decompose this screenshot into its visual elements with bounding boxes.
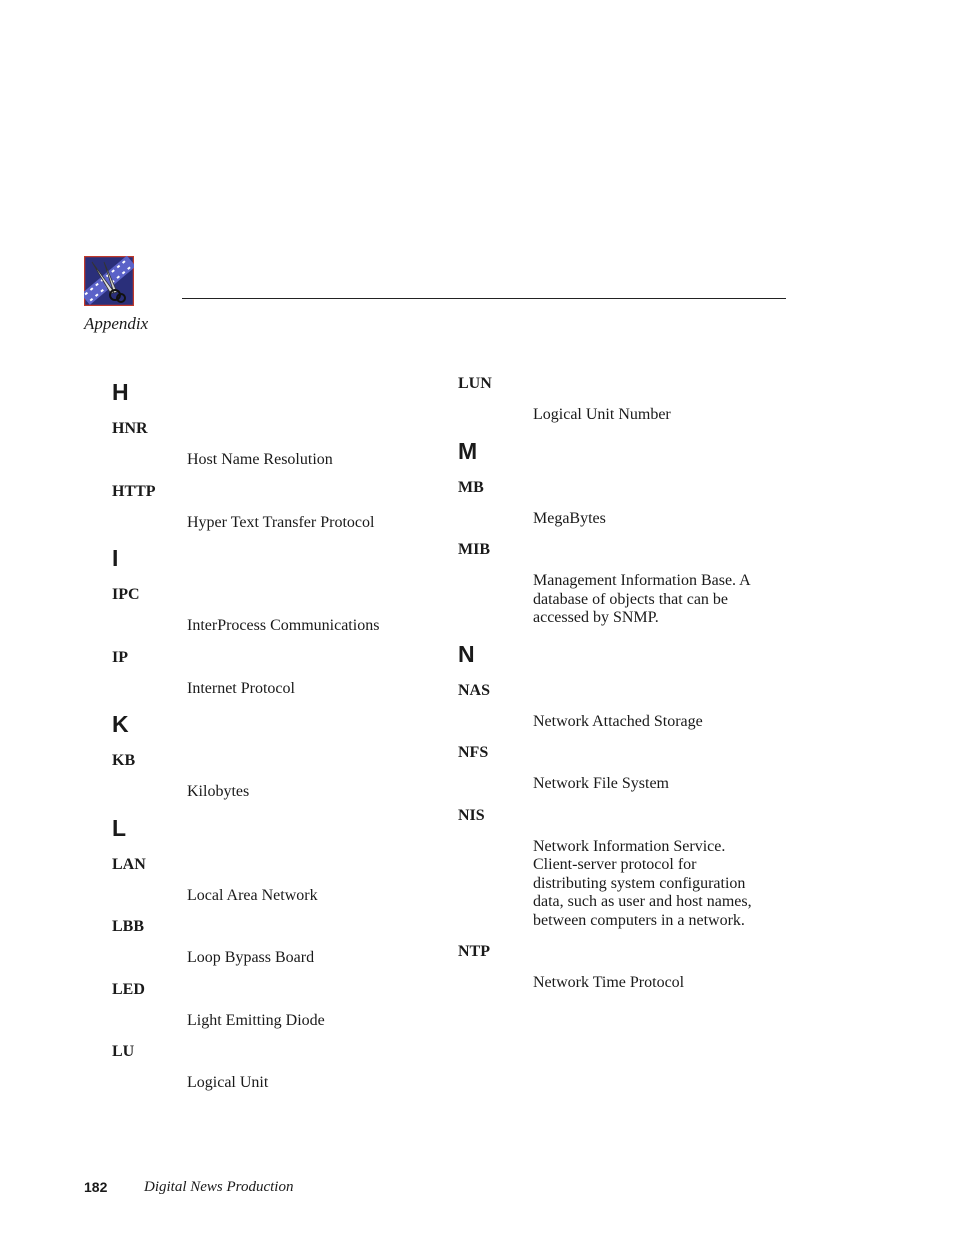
glossary-term: MB	[458, 478, 484, 496]
header-rule	[182, 298, 786, 299]
glossary-term: LU	[112, 1043, 135, 1060]
page-number: 182	[84, 1179, 108, 1195]
glossary-term: NAS	[458, 681, 491, 699]
glossary-definition: Logical Unit Number	[533, 406, 671, 423]
glossary-term: NIS	[458, 806, 485, 824]
glossary-term: IPC	[112, 586, 140, 603]
glossary-definition: Loop Bypass Board	[187, 949, 315, 966]
glossary-definition: Logical Unit	[187, 1074, 269, 1091]
glossary-definition: Kilobytes	[187, 783, 250, 800]
glossary-term: HNR	[112, 420, 148, 437]
glossary-definition: InterProcess Communications	[187, 617, 380, 634]
section-name: Appendix	[84, 314, 149, 333]
glossary-term: LBB	[112, 918, 145, 935]
letter-heading: L	[112, 814, 127, 841]
letter-heading: N	[458, 640, 475, 667]
glossary-definition: Internet Protocol	[187, 679, 295, 697]
glossary-definition: Light Emitting Diode	[187, 1011, 325, 1029]
book-title: Digital News Production	[144, 1179, 294, 1195]
letter-heading: K	[112, 711, 129, 737]
glossary-definition: MegaBytes	[533, 509, 606, 527]
glossary-term: LED	[112, 980, 145, 998]
glossary-term: HTTP	[112, 482, 156, 500]
letter-heading: I	[112, 545, 119, 571]
glossary-term: LUN	[458, 375, 492, 392]
glossary-right-column	[458, 374, 778, 1005]
glossary-definition: Network Information Service. Client-server protocol for distributing system configuration data, such as user and host names, between computers in a network.	[533, 837, 752, 929]
glossary-term: LAN	[112, 855, 146, 873]
glossary-term: KB	[112, 752, 136, 769]
glossary-definition: Network Attached Storage	[533, 712, 703, 730]
glossary-definition: Network File System	[533, 775, 669, 792]
glossary-term: NTP	[458, 943, 490, 960]
glossary-term: MIB	[458, 541, 490, 558]
glossary-left-column	[112, 374, 432, 1105]
glossary-definition: Management Information Base. A database of objects that can be accessed by SNMP.	[533, 572, 750, 626]
letter-heading: M	[458, 437, 478, 464]
glossary-definition: Network Time Protocol	[533, 974, 685, 991]
glossary-term: IP	[112, 648, 128, 666]
glossary-definition: Local Area Network	[187, 886, 318, 904]
film-scissors-logo-icon	[84, 256, 134, 306]
glossary-definition: Hyper Text Transfer Protocol	[187, 513, 375, 531]
glossary-definition: Host Name Resolution	[187, 451, 333, 468]
glossary-term: NFS	[458, 744, 489, 761]
letter-heading: H	[112, 379, 129, 405]
